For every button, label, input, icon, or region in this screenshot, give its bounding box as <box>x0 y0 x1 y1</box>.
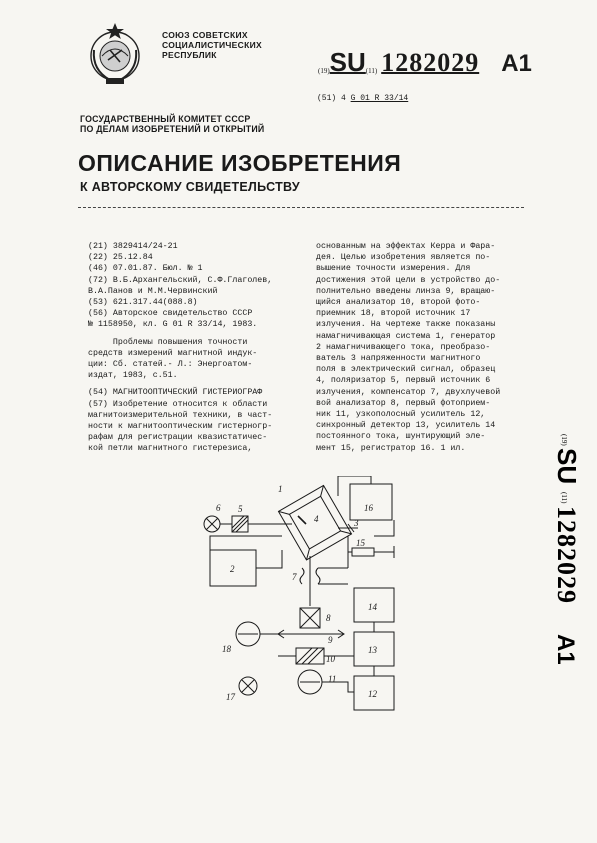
recorder-16 <box>350 484 392 520</box>
abstract-line: кой петли магнитного гистерезиса, <box>88 444 253 454</box>
figure-label: 8 <box>326 613 331 623</box>
document-subtitle: К АВТОРСКОМУ СВИДЕТЕЛЬСТВУ <box>80 180 300 194</box>
ipc-value: G 01 R 33/14 <box>350 94 409 103</box>
abstract-line: ности к магнитооптическим гистерногр- <box>88 422 273 432</box>
photodetector-11 <box>298 670 354 694</box>
body-line: ник 11, узкополосный усилитель 12, <box>316 410 486 420</box>
body-line: щийся анализатор 10, второй фото- <box>316 298 481 308</box>
wire <box>348 536 394 568</box>
biblio-line: (46) 07.01.87. Бюл. № 1 <box>88 264 203 274</box>
figure-label: 17 <box>226 692 235 702</box>
patent-number-block <box>318 47 532 78</box>
patent-number: 1282029 <box>381 48 480 77</box>
ipc-classification <box>317 94 408 103</box>
wire <box>338 476 371 496</box>
rotating-analyzer-10 <box>278 648 354 664</box>
light-source-17 <box>239 677 257 695</box>
figure-label: 18 <box>222 644 231 654</box>
committee-line: ГОСУДАРСТВЕННЫЙ КОМИТЕТ СССР <box>80 114 251 124</box>
body-line: достижения этой цели в устройство до- <box>316 275 501 285</box>
sample-4 <box>298 516 306 524</box>
wire <box>210 536 282 550</box>
patent-number-code: (11) <box>365 67 378 75</box>
side-country: SU <box>552 448 582 485</box>
body-line: излучения. На чертеже также показаны <box>316 320 496 330</box>
reference-line: средств измерений магнитной индук- <box>88 348 258 358</box>
figure-label: 4 <box>314 514 319 524</box>
org-line: СОЦИАЛИСТИЧЕСКИХ <box>162 40 262 50</box>
body-line: полнительно введены линза 9, вращаю- <box>316 286 496 296</box>
shunt-element-15 <box>352 548 374 556</box>
abstract-line: магнитоизмерительной техники, в част- <box>88 410 273 420</box>
org-line: СОЮЗ СОВЕТСКИХ <box>162 30 248 40</box>
abstract-line: рафам для регистрации квазистатичес- <box>88 433 268 443</box>
figure-label: 2 <box>230 564 235 574</box>
ussr-emblem-icon <box>84 20 146 90</box>
reference-line: ции: Сб. статей.- Л.: Энергоатом- <box>88 360 253 370</box>
organization-name <box>162 30 262 60</box>
body-line: поля в электрический сигнал, образец <box>316 365 496 375</box>
ipc-code: (51) 4 <box>317 94 346 103</box>
reference-line: издат, 1983, с.51. <box>88 371 178 381</box>
figure-label: 6 <box>216 503 221 513</box>
reference-line: Проблемы повышения точности <box>88 337 248 347</box>
figure-label: 14 <box>368 602 377 612</box>
lens-9 <box>278 630 344 638</box>
body-line: вой анализатор 8, первый фотоприем- <box>316 398 491 408</box>
figure-label: 1 <box>278 484 283 494</box>
figure-label: 15 <box>356 538 365 548</box>
figure-label: 10 <box>326 654 335 664</box>
biblio-line: (56) Авторское свидетельство СССР <box>88 309 253 319</box>
divider <box>78 207 524 208</box>
side-patent-label <box>522 430 582 680</box>
two-beam-analyzer-8 <box>300 608 320 628</box>
body-line: 4, поляризатор 5, первый источник 6 <box>316 376 491 386</box>
wire <box>318 568 348 584</box>
body-line: мент 15, регистратор 16. 1 ил. <box>316 443 466 453</box>
figure-label: 3 <box>354 518 359 528</box>
committee-name <box>80 114 264 134</box>
figure-label: 12 <box>368 689 377 699</box>
patent-kind: A1 <box>501 50 532 77</box>
body-line: 2 намагничивающего тока, преобразо- <box>316 342 491 352</box>
biblio-line: (72) В.Б.Архангельский, С.Ф.Глаголев, <box>88 275 273 285</box>
side-number-code: (11) <box>560 492 568 504</box>
patent-country: SU <box>329 47 366 77</box>
body-line: ватель 3 напряженности магнитного <box>316 354 481 364</box>
figure-label: 16 <box>364 503 373 513</box>
left-column <box>88 241 298 455</box>
body-line: приемник 18, второй источник 17 <box>316 309 471 319</box>
side-prefix-code: (19) <box>560 434 568 446</box>
biblio-line: (22) 25.12.84 <box>88 253 153 263</box>
body-line: синхронный детектор 13, усилитель 14 <box>316 421 496 431</box>
figure-label: 13 <box>368 645 377 655</box>
biblio-line: (21) 3829414/24-21 <box>88 242 178 251</box>
body-line: излучения, компенсатор 7, двухлучевой <box>316 387 501 397</box>
biblio-line: № 1158950, кл. G 01 R 33/14, 1983. <box>88 320 258 330</box>
body-line: дея. Целью изобретения является по- <box>316 253 491 263</box>
figure-label: 11 <box>328 674 337 684</box>
light-source-6 <box>204 516 220 532</box>
schematic-diagram <box>198 476 420 724</box>
wire <box>256 550 282 568</box>
body-line: вышение точности измерения. Для <box>316 264 471 274</box>
committee-line: ПО ДЕЛАМ ИЗОБРЕТЕНИЙ И ОТКРЫТИЙ <box>80 124 265 134</box>
right-column <box>316 241 542 454</box>
document-title: ОПИСАНИЕ ИЗОБРЕТЕНИЯ <box>78 150 402 176</box>
figure-label: 5 <box>238 504 243 514</box>
abstract-line: (57) Изобретение относится к области <box>88 399 268 409</box>
patent-prefix-code: (19) <box>318 67 330 75</box>
body-line: намагничивающая система 1, генератор <box>316 331 496 341</box>
body-line: основанным на эффектах Керра и Фара- <box>316 242 496 251</box>
figure-label: 7 <box>292 572 297 582</box>
biblio-line: В.А.Панов и М.М.Червинский <box>88 286 218 296</box>
org-line: РЕСПУБЛИК <box>162 50 217 60</box>
body-line: постоянного тока, шунтирующий эле- <box>316 432 486 442</box>
side-kind: A1 <box>552 634 579 665</box>
invention-title-line: (54) МАГНИТООПТИЧЕСКИЙ ГИСТЕРИОГРАФ <box>88 388 263 398</box>
wire <box>374 520 394 536</box>
polarizer-5 <box>232 516 248 532</box>
figure-label: 9 <box>328 635 333 645</box>
photodetector-18 <box>236 622 278 646</box>
side-number: 1282029 <box>552 506 581 604</box>
biblio-line: (53) 621.317.44(088.8) <box>88 298 198 308</box>
